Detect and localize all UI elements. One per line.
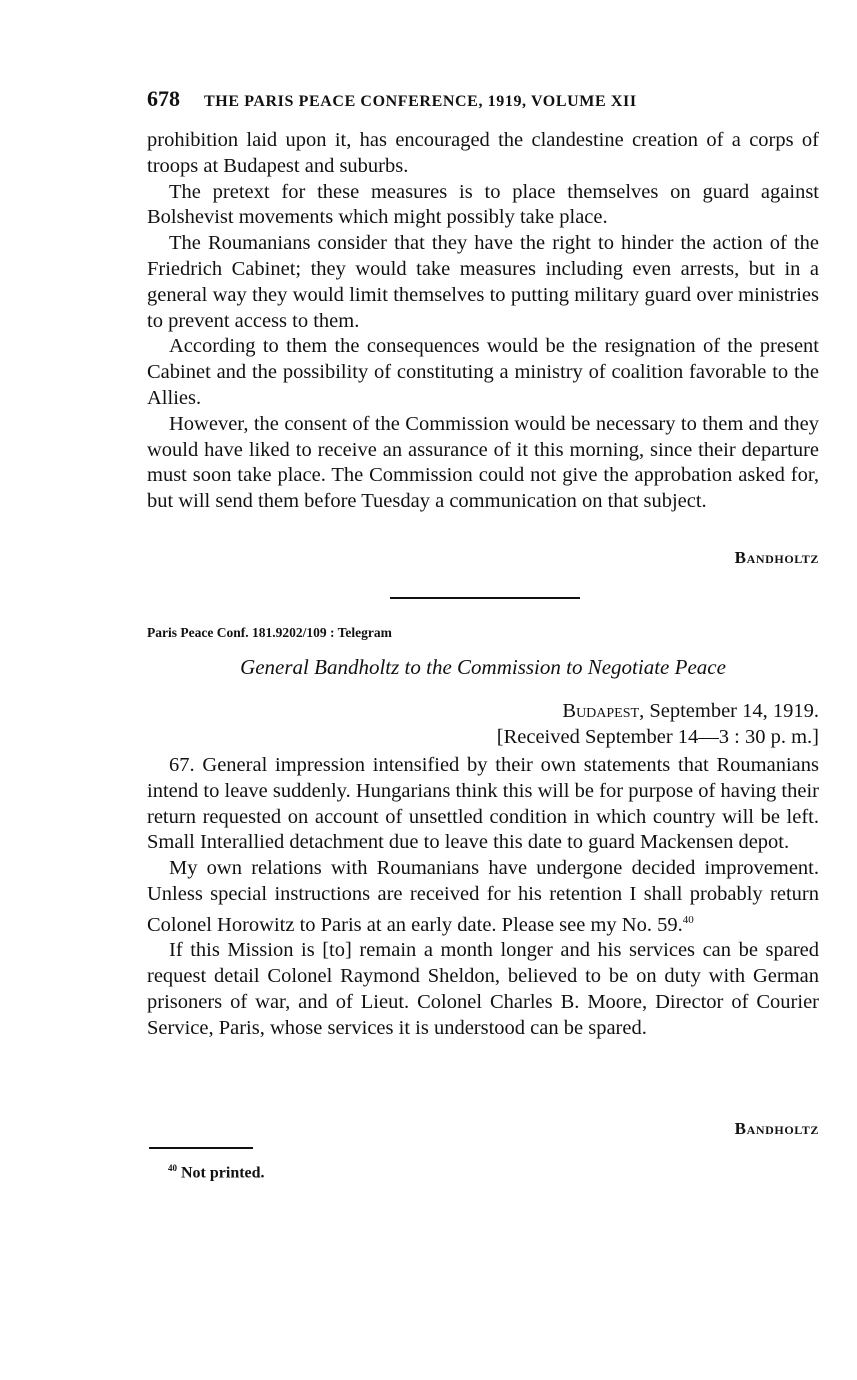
paragraph: If this Mission is [to] remain a month longer and his services can be spared request detail Colonel Raymond Sheldon, believed to be on duty with German prisoners of war, and of Lieut. Colonel Charles B. Moore, Director of Courier Service, Paris, whose services it is understood can be spared.	[147, 939, 819, 1039]
footnote-marker: 40	[168, 1163, 177, 1173]
paragraph	[147, 856, 819, 938]
document-reference: Paris Peace Conf. 181.9202/109 : Telegram	[147, 625, 392, 640]
paragraph-text: My own relations with Roumanians have undergone decided improvement. Unless special instructions are received for his retention I shall probably return Colonel Horowitz to Paris at an early date. Please see my No. 59.	[147, 857, 819, 936]
footnote	[168, 1163, 265, 1182]
paragraph: 67. General impression intensified by their own statements that Roumanians intend to leave suddenly. Hungarians think this will be for purpose of having their return requested on account of unsettled condition in which country will be left. Small Interallied detachment due to leave this date to guard Mackensen depot.	[147, 754, 819, 854]
footnote-ref: 40	[682, 913, 694, 926]
received-line: [Received September 14—3 : 30 p. m.]	[496, 726, 819, 748]
footnote-text: Not printed.	[181, 1164, 265, 1182]
dateline	[497, 698, 819, 750]
paragraph: prohibition laid upon it, has encouraged the clandestine creation of a corps of troops at Budapest and suburbs.	[147, 129, 819, 177]
paragraph: According to them the consequences would be the resignation of the present Cabinet and the possibility of constituting a ministry of coalition favorable to the Allies.	[147, 335, 819, 409]
footnote-divider	[149, 1147, 253, 1149]
document-title: General Bandholtz to the Commission to Negotiate Peace	[240, 655, 726, 679]
section-body	[147, 128, 819, 515]
paragraph: However, the consent of the Commission would be necessary to them and they would have liked to receive an assurance of it this morning, since their departure must soon take place. The Commission could not give the approbation asked for, but will send them before Tuesday a communication on that subject.	[147, 412, 819, 513]
paragraph: The pretext for these measures is to place themselves on guard against Bolshevist movements which might possibly take place.	[147, 180, 819, 229]
section-divider	[390, 597, 580, 599]
dateline-date: , September 14, 1919.	[639, 700, 819, 722]
dateline-place: Budapest	[562, 700, 640, 722]
page-number: 678	[147, 86, 180, 111]
paragraph: The Roumanians consider that they have the right to hinder the action of the Friedrich Cabinet; they would take measures including even arrests, but in a general way they would limit themselves to putting military guard over ministries to prevent access to them.	[147, 232, 819, 332]
running-header	[147, 86, 819, 112]
telegram-body	[147, 753, 819, 1042]
signature: Bandholtz	[734, 548, 819, 567]
signature: Bandholtz	[734, 1119, 819, 1138]
running-title: THE PARIS PEACE CONFERENCE, 1919, VOLUME XII	[204, 93, 637, 110]
